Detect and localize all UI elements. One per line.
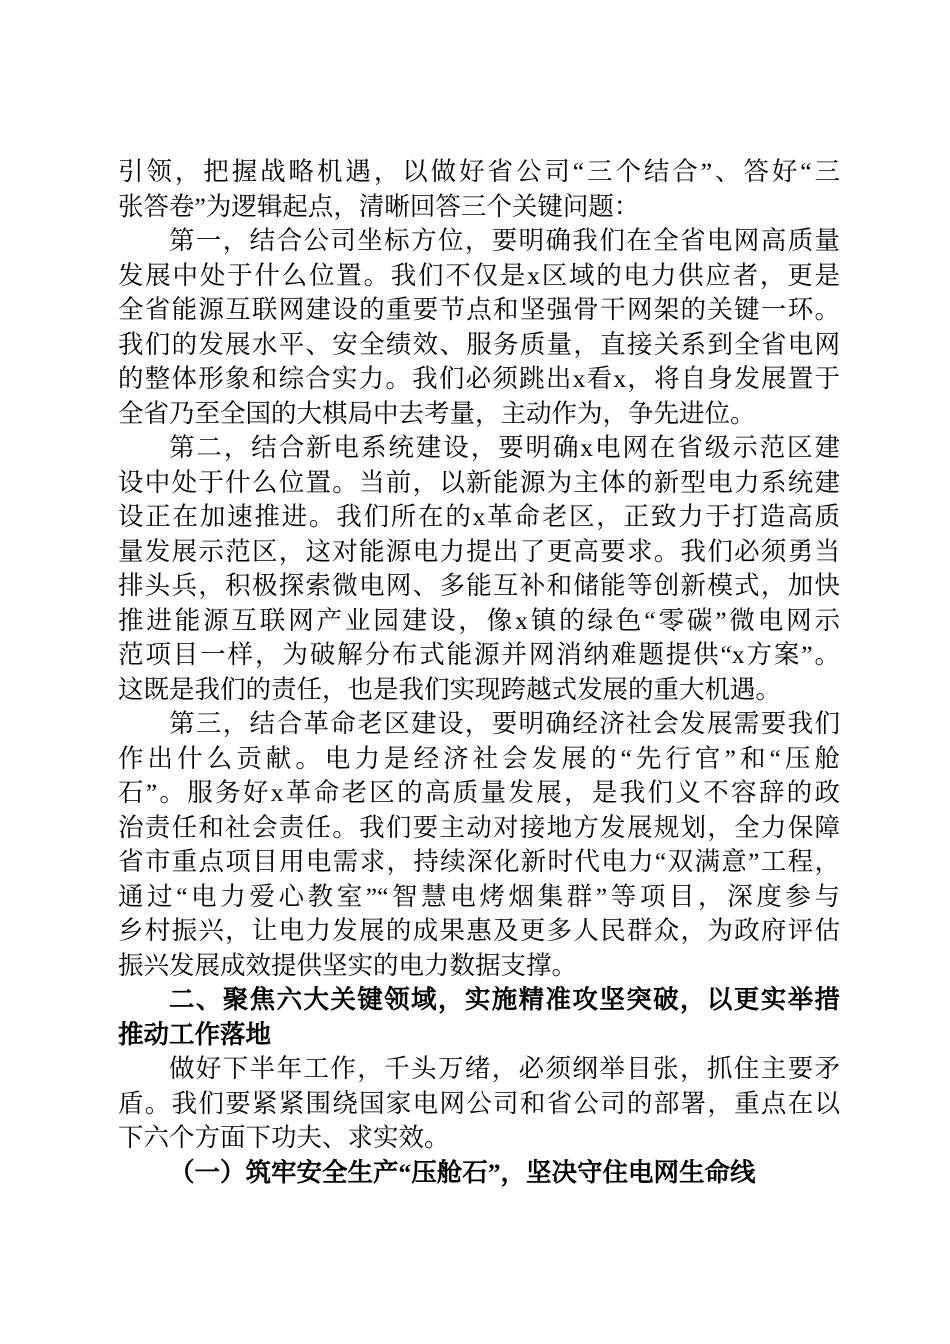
text-line: 全省能源互联网建设的重要节点和坚强骨干网架的关键一环。 [118, 295, 840, 324]
paragraph-second-point [118, 431, 840, 707]
paragraph-intro-continuation [118, 155, 840, 224]
text-line: 乡村振兴，让电力发展的成果惠及更多人民群众，为政府评估 [118, 916, 840, 945]
text-line: 省市重点项目用电需求，持续深化新时代电力“双满意”工程， [118, 847, 840, 876]
section-heading-two [118, 983, 840, 1052]
text-line: 振兴发展成效提供坚实的电力数据支撑。 [118, 950, 578, 980]
text-line: 量发展示范区，这对能源电力提出了更高要求。我们必须勇当 [118, 536, 840, 566]
text-line: 发展中处于什么位置。我们不仅是x区域的电力供应者，更是 [118, 260, 840, 290]
text-line: 通过“电力爱心教室”“智慧电烤烟集群”等项目，深度参与 [118, 881, 840, 911]
text-line: 第三，结合革命老区建设，要明确经济社会发展需要我们 [169, 709, 840, 738]
paragraph-transition [118, 1052, 840, 1156]
text-line: 作出什么贡献。电力是经济社会发展的“先行官”和“压舱 [118, 743, 840, 773]
text-line: 治责任和社会责任。我们要主动对接地方发展规划，全力保障 [118, 812, 840, 842]
text-line: 下六个方面下功夫、求实效。 [118, 1123, 450, 1152]
text-line: 石”。服务好x革命老区的高质量发展，是我们义不容辞的政 [118, 778, 840, 807]
text-line: （一）筑牢安全生产“压舱石”，坚决守住电网生命线 [169, 1157, 756, 1187]
text-line: 盾。我们要紧紧围绕国家电网公司和省公司的部署，重点在以 [118, 1088, 840, 1118]
text-line: 推进能源互联网产业园建设，像x镇的绿色“零碳”微电网示 [118, 605, 840, 635]
paragraph-first-point [118, 224, 840, 431]
text-line: 这既是我们的责任，也是我们实现跨越式发展的重大机遇。 [118, 674, 782, 704]
text-line: 引领，把握战略机遇，以做好省公司“三个结合”、答好“三 [118, 157, 840, 186]
text-line: 排头兵，积极探索微电网、多能互补和储能等创新模式，加快 [118, 571, 840, 600]
subsection-heading-one [118, 1156, 840, 1191]
text-line: 我们的发展水平、安全绩效、服务质量，直接关系到全省电网 [118, 329, 840, 359]
text-line: 第二，结合新电系统建设，要明确x电网在省级示范区建 [169, 433, 840, 462]
text-line: 范项目一样，为破解分布式能源并网消纳难题提供“x方案”。 [118, 640, 840, 669]
text-line: 二、聚焦六大关键领域，实施精准攻坚突破，以更实举措 [169, 986, 840, 1014]
text-line: 第一，结合公司坐标方位，要明确我们在全省电网高质量 [169, 226, 840, 255]
text-line: 全省乃至全国的大棋局中去考量，主动作为，争先进位。 [118, 398, 756, 428]
text-line: 做好下半年工作，千头万绪，必须纲举目张，抓住主要矛 [169, 1054, 840, 1083]
text-line: 设正在加速推进。我们所在的x革命老区，正致力于打造高质 [118, 502, 840, 531]
text-line: 张答卷”为逻辑起点，清晰回答三个关键问题： [118, 191, 640, 221]
text-line: 设中处于什么位置。当前，以新能源为主体的新型电力系统建 [118, 467, 840, 497]
text-line: 推动工作落地 [118, 1020, 272, 1049]
paragraph-third-point [118, 707, 840, 983]
text-line: 的整体形象和综合实力。我们必须跳出x看x，将自身发展置于 [118, 364, 840, 393]
